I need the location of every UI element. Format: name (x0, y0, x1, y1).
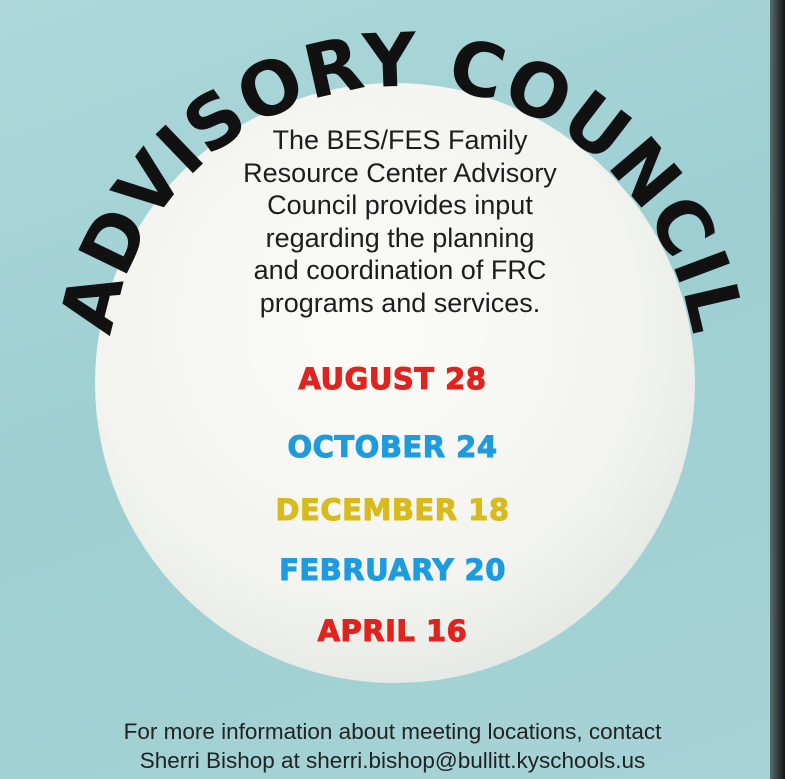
description (200, 124, 600, 319)
title-textpath: ADVISORY COUNCIL (43, 17, 760, 341)
description-line: regarding the planning (265, 222, 535, 253)
footer-line: For more information about meeting locations, contact (123, 719, 662, 744)
footer-contact-line: Sherri Bishop at sherri.bishop@bullitt.kyschools.us (139, 748, 646, 773)
description-line: Council provides input (267, 190, 533, 220)
photo-edge (770, 0, 785, 779)
description-line: and coordination of FRC (253, 255, 547, 285)
description-line: programs and services. (259, 287, 541, 318)
footer (0, 717, 770, 775)
description-line: The BES/FES Family (272, 125, 528, 155)
date-august: AUGUST 28 (298, 362, 487, 396)
date-february: FEBRUARY 20 (279, 553, 506, 587)
date-april: APRIL 16 (317, 614, 468, 648)
description-line: Resource Center Advisory (243, 157, 557, 188)
date-december: DECEMBER 18 (275, 493, 510, 527)
date-october: OCTOBER 24 (287, 430, 498, 464)
